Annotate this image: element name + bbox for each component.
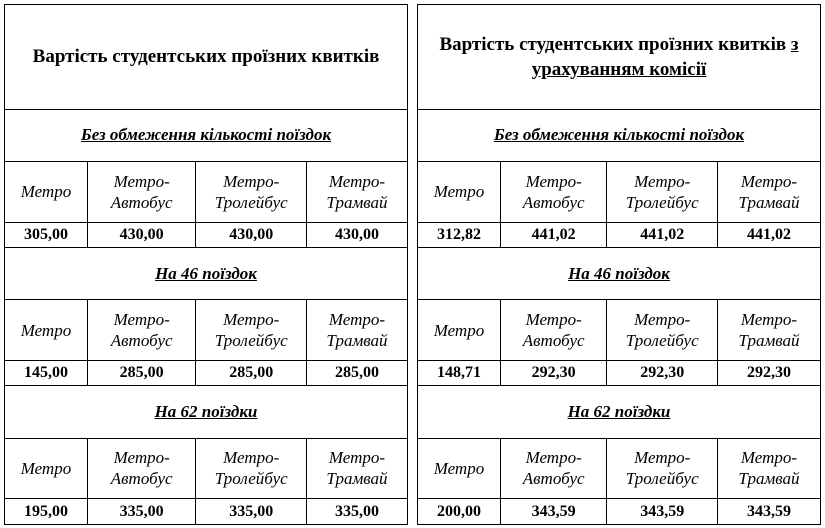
title-text: Вартість студентських проїзних квитків (439, 33, 791, 55)
price-cell: 441,02 (607, 222, 718, 247)
price-cell: 145,00 (5, 360, 87, 385)
price-cell: 305,00 (5, 222, 87, 247)
price-cell: 430,00 (87, 222, 196, 247)
fare-table-left (5, 5, 407, 524)
section-heading: Без обмеження кількості поїздок (5, 109, 407, 162)
price-cell: 285,00 (87, 360, 196, 385)
column-header-metro-trolleybus: Метро- Тролейбус (196, 162, 307, 223)
price-cell: 441,02 (717, 222, 820, 247)
title-text: Вартість студентських проїзних квитків (32, 46, 380, 68)
price-cell: 292,30 (607, 360, 718, 385)
price-cell: 335,00 (87, 499, 196, 524)
column-header-metro-bus: Метро- Автобус (500, 300, 607, 361)
price-cell: 292,30 (500, 360, 607, 385)
column-header-metro: Метро (418, 162, 500, 223)
price-cell: 285,00 (196, 360, 307, 385)
price-cell: 335,00 (196, 499, 307, 524)
table-without-commission (4, 4, 408, 525)
price-cell: 200,00 (418, 499, 500, 524)
column-header-metro-tram: Метро- Трамвай (717, 300, 820, 361)
column-header-metro-tram: Метро- Трамвай (717, 162, 820, 223)
price-cell: 430,00 (306, 222, 407, 247)
price-cell: 343,59 (607, 499, 718, 524)
column-header-metro-bus: Метро- Автобус (87, 438, 196, 499)
price-cell: 343,59 (717, 499, 820, 524)
title-commission-text: з урахуванням комісії (531, 33, 799, 80)
column-header-metro-trolleybus: Метро- Тролейбус (196, 438, 307, 499)
column-header-metro-trolleybus: Метро- Тролейбус (607, 162, 718, 223)
price-cell: 335,00 (306, 499, 407, 524)
column-header-metro-tram: Метро- Трамвай (306, 162, 407, 223)
section-heading: Без обмеження кількості поїздок (418, 109, 820, 162)
column-header-metro-bus: Метро- Автобус (500, 438, 607, 499)
price-cell: 292,30 (717, 360, 820, 385)
section-heading: На 46 поїздок (418, 247, 820, 300)
fare-table-right (418, 5, 820, 524)
column-header-metro-trolleybus: Метро- Тролейбус (196, 300, 307, 361)
column-header-metro: Метро (5, 438, 87, 499)
column-header-metro-bus: Метро- Автобус (87, 300, 196, 361)
table-with-commission (417, 4, 821, 525)
column-header-metro: Метро (5, 300, 87, 361)
table-title (5, 5, 407, 109)
section-heading: На 62 поїздки (418, 386, 820, 439)
column-header-metro: Метро (418, 300, 500, 361)
price-cell: 430,00 (196, 222, 307, 247)
table-title (418, 5, 820, 109)
column-header-metro: Метро (418, 438, 500, 499)
price-cell: 148,71 (418, 360, 500, 385)
section-heading: На 62 поїздки (5, 386, 407, 439)
price-cell: 195,00 (5, 499, 87, 524)
column-header-metro-bus: Метро- Автобус (500, 162, 607, 223)
column-header-metro-trolleybus: Метро- Тролейбус (607, 438, 718, 499)
column-header-metro-trolleybus: Метро- Тролейбус (607, 300, 718, 361)
column-header-metro-tram: Метро- Трамвай (717, 438, 820, 499)
price-cell: 285,00 (306, 360, 407, 385)
column-header-metro-tram: Метро- Трамвай (306, 438, 407, 499)
price-cell: 441,02 (500, 222, 607, 247)
price-cell: 343,59 (500, 499, 607, 524)
column-header-metro-tram: Метро- Трамвай (306, 300, 407, 361)
column-header-metro-bus: Метро- Автобус (87, 162, 196, 223)
column-header-metro: Метро (5, 162, 87, 223)
price-cell: 312,82 (418, 222, 500, 247)
section-heading: На 46 поїздок (5, 247, 407, 300)
